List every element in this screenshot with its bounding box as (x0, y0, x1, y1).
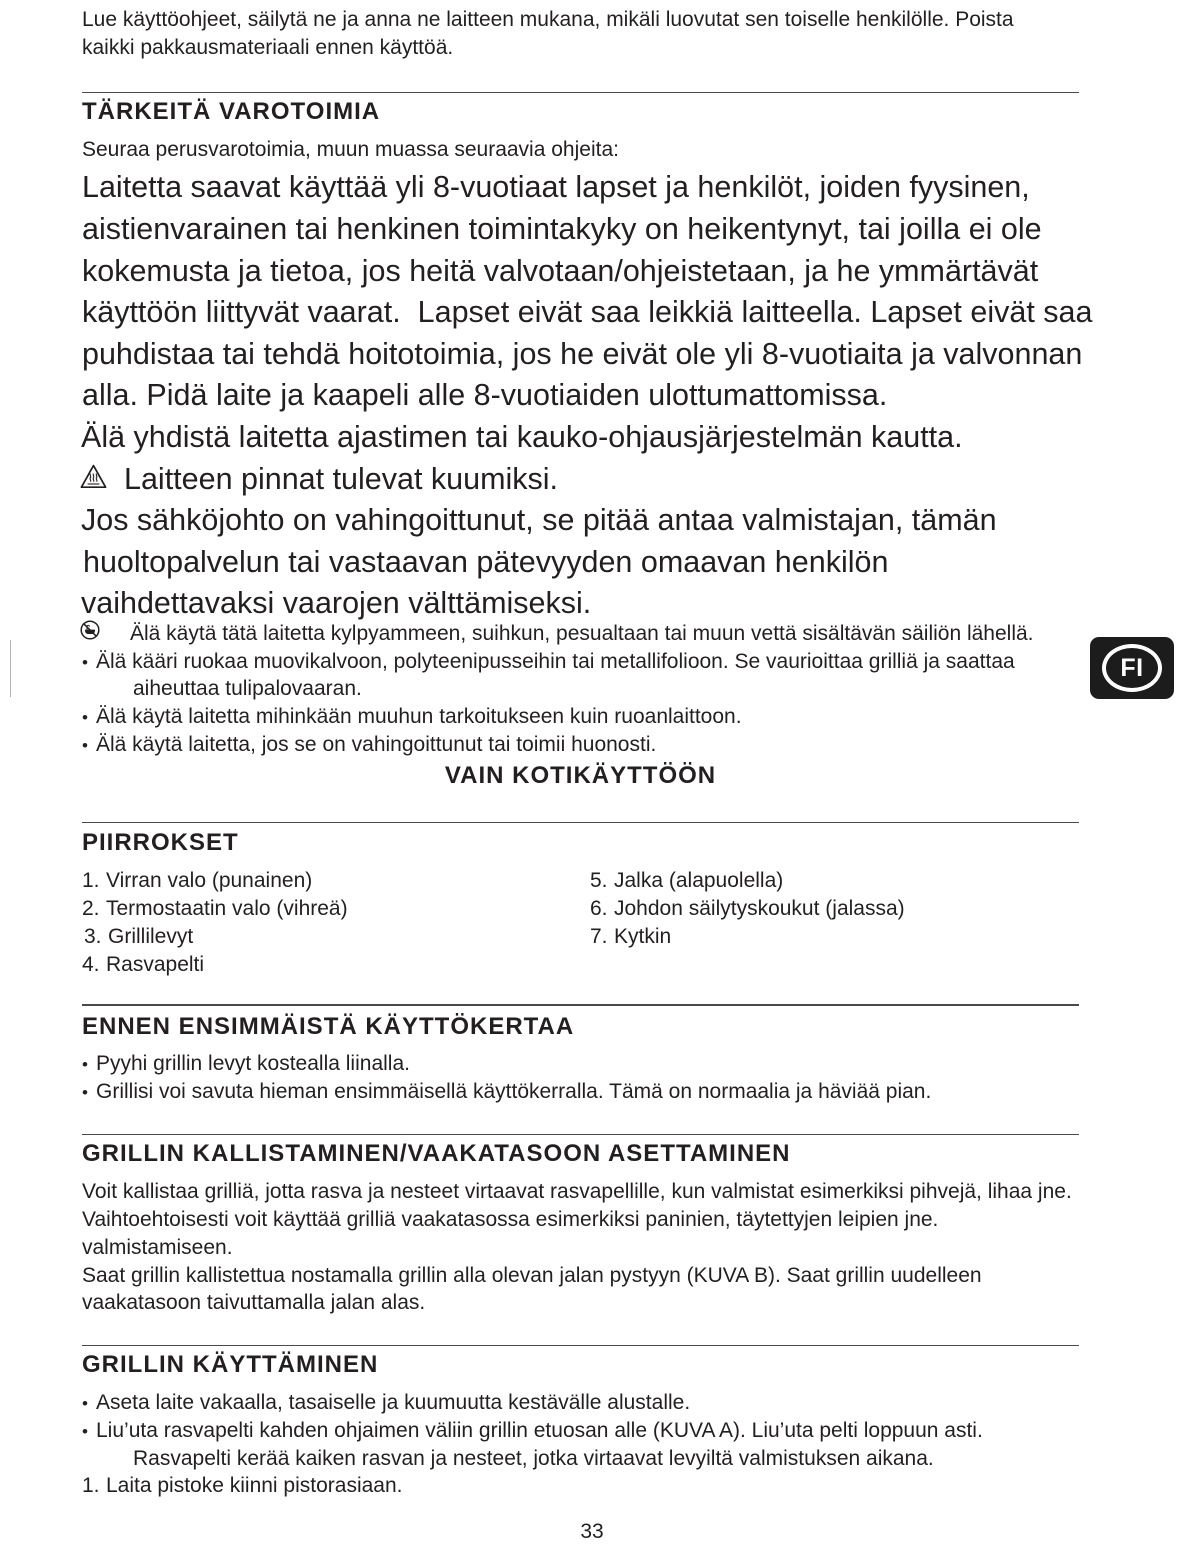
safety-text-line: alla. Pidä laite ja kaapeli alle 8-vuotiaiden ulottumattomissa. (82, 378, 888, 412)
power-cord-warning-line: huoltopalvelun tai vastaavan pätevyyden omaavan henkilön (83, 545, 889, 579)
hot-surface-warning (80, 458, 558, 500)
safety-text-line: Laitetta saavat käyttää yli 8-vuotiaat lapset ja henkilöt, joiden fyysinen, (82, 170, 1030, 204)
parts-item-label: Virran valo (punainen) (106, 869, 313, 892)
household-only-label: VAIN KOTIKÄYTTÖÖN (444, 762, 717, 789)
intro-line: kaikki pakkausmateriaali ennen käyttöä. (82, 36, 454, 59)
step-number: 1. (82, 1474, 100, 1497)
parts-list-item (590, 923, 671, 951)
timer-warning: Älä yhdistä laitetta ajastimen tai kauko-ohjausjärjestelmän kautta. (81, 420, 963, 454)
bullet-text: • Liu’uta rasvapelti kahden ohjaimen väliin grillin etuosan alle (KUVA A). Liu’uta pelti loppuun asti. (96, 1419, 983, 1442)
section-divider (82, 1345, 1079, 1346)
using-heading: GRILLIN KÄYTTÄMINEN (82, 1351, 379, 1378)
bullet-item (82, 1389, 690, 1418)
section-divider (82, 1004, 1079, 1006)
power-cord-warning-line: vaihdettavaksi vaarojen välttämiseksi. (81, 586, 592, 620)
safety-lead: Seuraa perusvarotoimia, muun muassa seuraavia ohjeita: (82, 138, 619, 161)
bullet-item (82, 1078, 931, 1107)
step-item (82, 1472, 403, 1500)
parts-list-item (590, 895, 905, 923)
bullet-text: • Älä käytä laitetta mihinkään muuhun tarkoitukseen kuin ruoanlaittoon. (96, 705, 742, 728)
bullet-item (82, 1050, 410, 1079)
parts-item-number: 4. (82, 953, 100, 976)
parts-item-number: 1. (82, 869, 100, 892)
bullet-text: • Älä kääri ruokaa muovikalvoon, polyteenipusseihin tai metallifolioon. Se vaurioittaa grilliä ja saattaa (96, 650, 1015, 673)
parts-list-item (84, 923, 193, 951)
bullet-item (82, 1417, 983, 1446)
no-bathtub-icon (80, 620, 100, 640)
tilting-text-line: vaakatasoon taivuttamalla jalan alas. (82, 1291, 426, 1314)
parts-item-number: 6. (590, 897, 608, 920)
intro-line: Lue käyttöohjeet, säilytä ne ja anna ne laitteen mukana, mikäli luovutat sen toiselle henkilölle. Poista (82, 8, 1014, 31)
no-bath-text: Älä käytä tätä laitetta kylpyammeen, suihkun, pesualtaan tai muun vettä sisältävän säiliön lähellä. (130, 622, 1034, 645)
heat-wave-line (90, 474, 91, 482)
parts-item-label: Johdon säilytyskoukut (jalassa) (614, 897, 905, 920)
bullet-item (82, 731, 656, 760)
heat-wave-line (96, 474, 97, 482)
tilting-text-line: Saat grillin kallistettua nostamalla grillin alla olevan jalan pystyyn (KUVA B). Saat grillin uudelleen (82, 1264, 982, 1287)
safety-text-line: käyttöön liittyvät vaarat. Lapset eivät saa leikkiä laitteella. Lapset eivät saa (82, 295, 1093, 329)
power-cord-warning-line: Jos sähköjohto on vahingoittunut, se pitää antaa valmistajan, tämän (81, 503, 997, 537)
language-badge-ring (1102, 644, 1162, 692)
language-code: FI (1120, 653, 1144, 682)
step-text: Laita pistoke kiinni pistorasiaan. (106, 1474, 403, 1497)
margin-mark (10, 640, 11, 697)
parts-list-item (590, 867, 783, 895)
tilting-text-line: valmistamiseen. (82, 1236, 233, 1259)
hot-surface-warning-icon (80, 464, 107, 489)
heat-wave-line (93, 474, 94, 482)
bullet-text: • Pyyhi grillin levyt kostealla liinalla. (96, 1052, 410, 1075)
bullet-text: • Aseta laite vakaalla, tasaiselle ja kuumuutta kestävälle alustalle. (96, 1391, 691, 1414)
parts-item-label: Kytkin (614, 925, 672, 948)
bullet-continuation: Rasvapelti kerää kaiken rasvan ja nesteet, jotka virtaavat levyiltä valmistuksen aikana. (133, 1447, 934, 1470)
bullet-continuation: aiheuttaa tulipalovaaran. (133, 677, 362, 700)
parts-list-item (82, 867, 312, 895)
tilting-heading: GRILLIN KALLISTAMINEN/VAAKATASOON ASETTAMINEN (82, 1140, 791, 1167)
bullet-text: • Älä käytä laitetta, jos se on vahingoittunut tai toimii huonosti. (96, 733, 657, 756)
bullet-item (82, 703, 742, 732)
page-number: 33 (580, 1520, 604, 1543)
before-first-use-heading: ENNEN ENSIMMÄISTÄ KÄYTTÖKERTAA (82, 1013, 575, 1040)
bullet-item (82, 648, 1015, 677)
bullet-text: • Grillisi voi savuta hieman ensimmäisellä käyttökerralla. Tämä on normaalia ja häviää pian. (96, 1080, 932, 1103)
parts-item-label: Termostaatin valo (vihreä) (106, 897, 348, 920)
safety-text-line: puhdistaa tai tehdä hoitotoimia, jos he eivät ole yli 8-vuotiaita ja valvonnan (82, 337, 1083, 371)
parts-list-item (82, 895, 348, 923)
parts-item-number: 2. (82, 897, 100, 920)
tilting-text-line: Voit kallistaa grilliä, jotta rasva ja nesteet virtaavat rasvapellille, kun valmistat esimerkiksi pihvejä, lihaa jne. (82, 1180, 1072, 1203)
tilting-text-line: Vaihtoehtoisesti voit käyttää grilliä vaakatasossa esimerkiksi paninien, täytettyjen leipien jne. (82, 1208, 939, 1231)
parts-item-number: 3. (84, 925, 102, 948)
parts-item-label: Jalka (alapuolella) (614, 869, 784, 892)
language-badge (1090, 637, 1174, 699)
section-divider (82, 822, 1079, 823)
parts-list-item (82, 951, 204, 979)
parts-item-label: Grillilevyt (108, 925, 194, 948)
section-divider (82, 92, 1079, 93)
parts-item-number: 5. (590, 869, 608, 892)
no-bath-warning (80, 620, 1034, 648)
parts-heading: PIIRROKSET (82, 829, 239, 856)
parts-item-label: Rasvapelti (106, 953, 205, 976)
safety-text-line: kokemusta ja tietoa, jos heitä valvotaan/ohjeistetaan, ja he ymmärtävät (82, 254, 1039, 288)
safety-text-line: aistienvarainen tai henkinen toimintakyky on heikentynyt, tai joilla ei ole (82, 212, 1042, 246)
safety-heading: TÄRKEITÄ VAROTOIMIA (82, 98, 381, 125)
hot-surface-text: Laitteen pinnat tulevat kuumiksi. (124, 462, 559, 496)
section-divider (82, 1134, 1079, 1135)
parts-item-number: 7. (590, 925, 608, 948)
